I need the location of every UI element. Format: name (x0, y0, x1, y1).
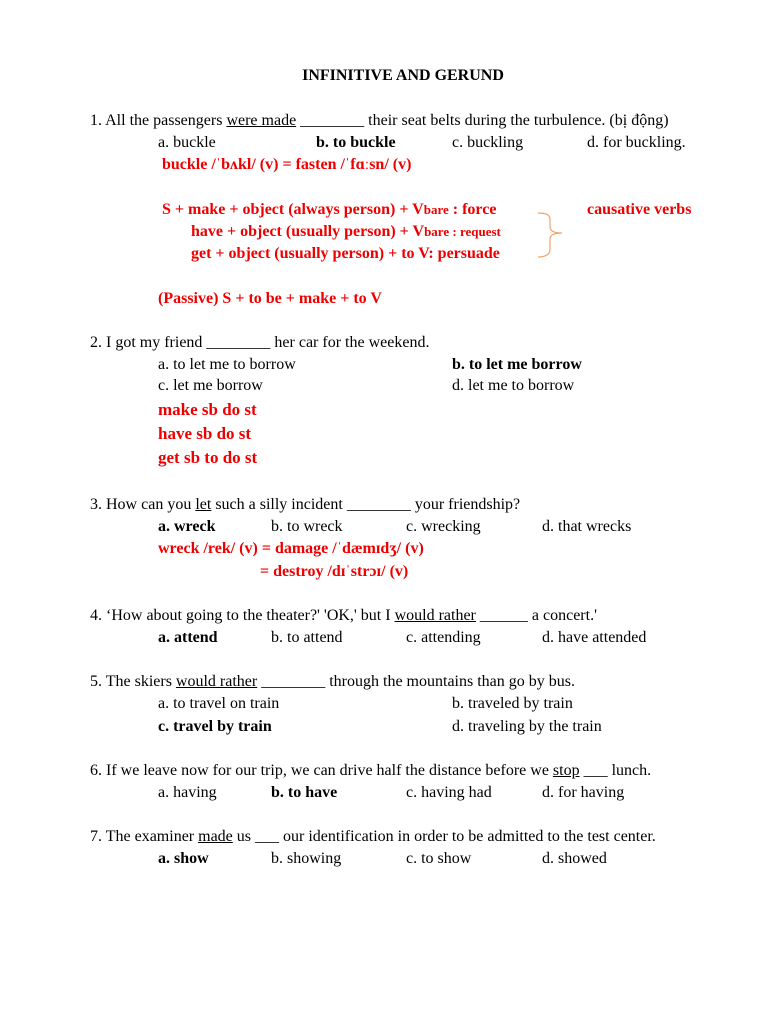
option-b-answer: b. to let me borrow (452, 356, 582, 373)
option-a: a. having (158, 784, 217, 801)
question-text: How can you (106, 496, 192, 513)
option-c: c. wrecking (406, 518, 481, 535)
option-d: d. for buckling. (587, 134, 686, 151)
question-text: The examiner (105, 828, 195, 845)
option-a: a. buckle (158, 134, 216, 151)
question-3 (90, 495, 520, 515)
question-text: ________ their seat belts during the turbulence. (bị động) (300, 112, 669, 129)
vocab-note: = destroy /dɪˈstrɔɪ/ (v) (260, 563, 409, 580)
grammar-note: make sb do st (158, 400, 257, 419)
rule-have: have + object (usually person) + Vbare : request (191, 223, 501, 240)
question-number: 4. (90, 607, 102, 624)
rule-make: S + make + object (always person) + Vbare : force (162, 201, 497, 218)
vocab-note: wreck /rek/ (v) = damage /ˈdæmɪdʒ/ (v) (158, 540, 424, 557)
grammar-note: get sb to do st (158, 448, 258, 467)
option-d: d. showed (542, 850, 607, 867)
question-number: 6. (90, 762, 102, 779)
underlined-phrase: stop (552, 762, 580, 779)
option-a: a. to travel on train (158, 695, 280, 712)
option-d: d. let me to borrow (452, 377, 575, 394)
question-text: All the passengers (105, 112, 223, 129)
option-c: c. attending (406, 629, 481, 646)
question-number: 1. (90, 112, 102, 129)
option-a-answer: a. wreck (158, 518, 216, 535)
question-number: 5. (90, 673, 102, 690)
question-text: ________ through the mountains than go by bus. (261, 673, 575, 690)
option-b: b. to attend (271, 629, 343, 646)
question-2 (90, 333, 429, 353)
option-a-answer: a. attend (158, 629, 218, 646)
question-text: If we leave now for our trip, we can drive half the distance before we (106, 762, 549, 779)
underlined-phrase: would rather (175, 673, 258, 690)
question-number: 2. (90, 334, 102, 351)
question-text: ___ lunch. (583, 762, 652, 779)
option-b: b. traveled by train (452, 695, 573, 712)
option-c: c. to show (406, 850, 472, 867)
vocab-note: buckle /ˈbʌkl/ (v) = fasten /ˈfɑːsn/ (v) (162, 156, 412, 173)
grammar-note: have sb do st (158, 424, 252, 443)
option-d: d. traveling by the train (452, 718, 602, 735)
option-b: b. showing (271, 850, 342, 867)
question-text: The skiers (105, 673, 172, 690)
option-d: d. have attended (542, 629, 647, 646)
option-d: d. that wrecks (542, 518, 632, 535)
option-d: d. for having (542, 784, 625, 801)
question-text: such a silly incident ________ your friendship? (215, 496, 521, 513)
option-a-answer: a. show (158, 850, 209, 867)
underlined-phrase: made (198, 828, 233, 845)
question-number: 3. (90, 496, 102, 513)
question-6 (90, 761, 651, 781)
question-text: ______ a concert.' (479, 607, 597, 624)
option-c: c. buckling (452, 134, 524, 151)
underlined-phrase: let (195, 496, 212, 513)
option-b-answer: b. to have (271, 784, 338, 801)
rule-get: get + object (usually person) + to V: persuade (191, 245, 500, 262)
brace-icon (536, 209, 570, 261)
option-c: c. let me borrow (158, 377, 263, 394)
underlined-phrase: were made (226, 112, 297, 129)
question-text: ‘How about going to the theater?' 'OK,' but I (106, 607, 391, 624)
question-1 (90, 111, 669, 131)
causative-label: causative verbs (587, 201, 692, 218)
option-b-answer: b. to buckle (316, 134, 396, 151)
option-c-answer: c. travel by train (158, 718, 272, 735)
option-b: b. to wreck (271, 518, 343, 535)
question-number: 7. (90, 828, 102, 845)
question-text: us ___ our identification in order to be admitted to the test center. (236, 828, 656, 845)
rule-passive: (Passive) S + to be + make + to V (158, 290, 382, 307)
option-a: a. to let me to borrow (158, 356, 296, 373)
question-4 (90, 606, 597, 626)
question-text: I got my friend ________ her car for the weekend. (106, 334, 430, 351)
option-c: c. having had (406, 784, 492, 801)
page-title: INFINITIVE AND GERUND (302, 67, 504, 84)
question-5 (90, 672, 575, 692)
underlined-phrase: would rather (394, 607, 476, 624)
question-7 (90, 827, 656, 847)
